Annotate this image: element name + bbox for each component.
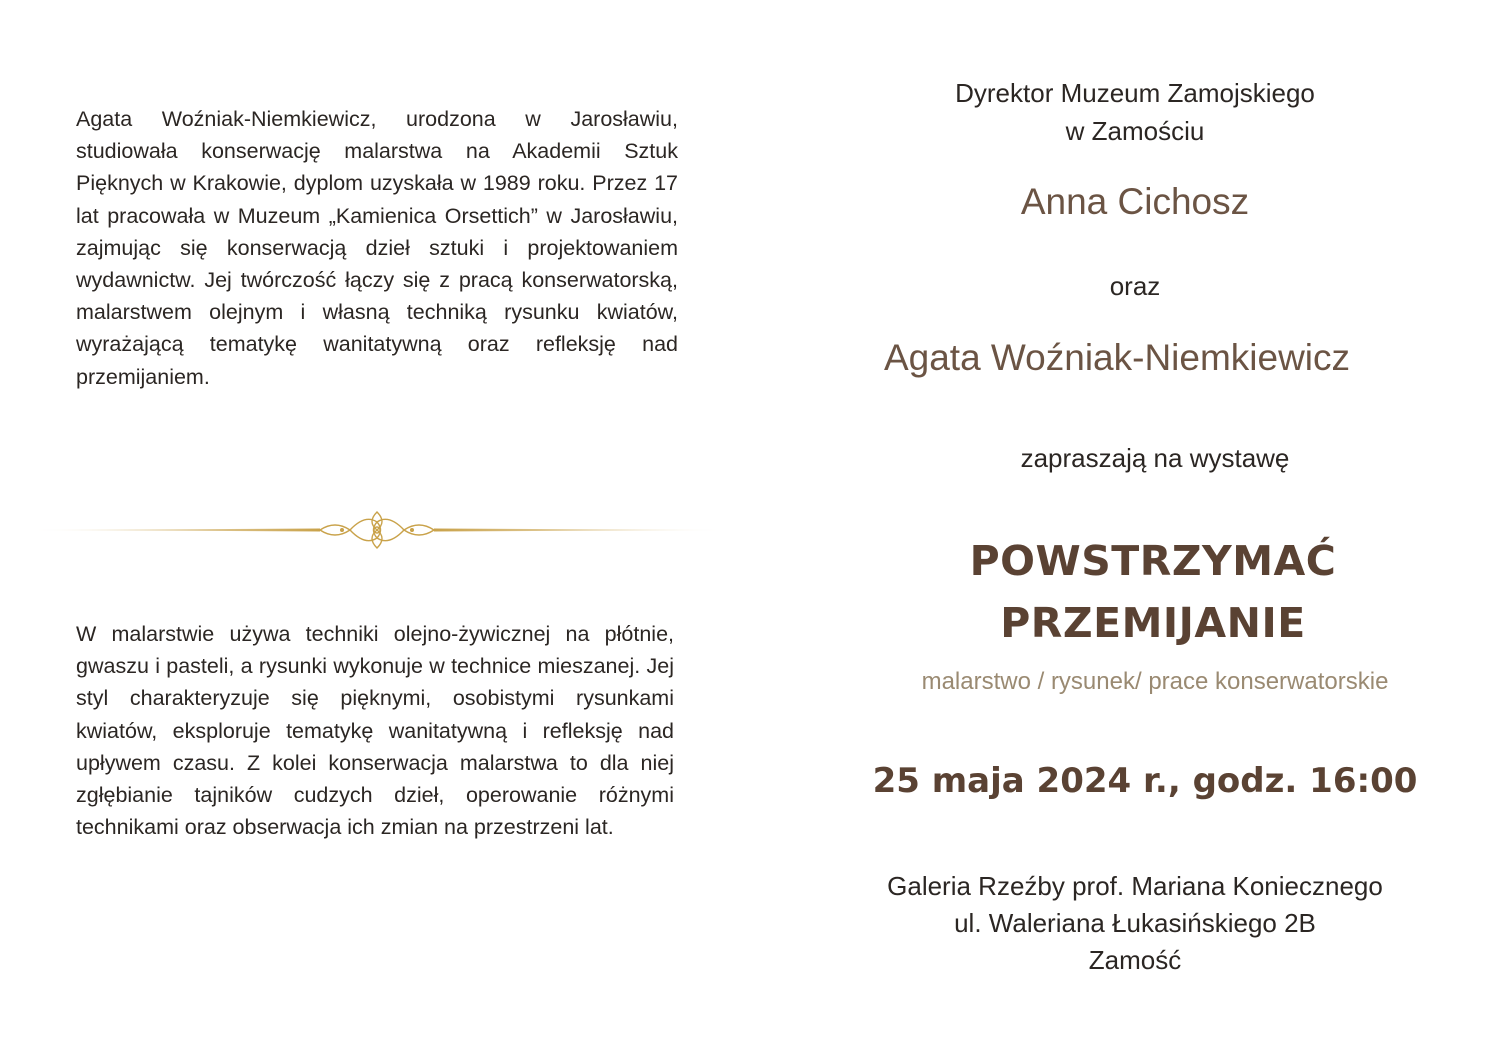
host-name-1: Anna Cichosz: [1020, 181, 1250, 222]
venue-line-3: Zamość: [1088, 945, 1182, 975]
exhibition-title: [798, 530, 1500, 654]
organizer-block: [780, 74, 1490, 150]
exhibition-title-line-2: PRZEMIJANIE: [1000, 599, 1306, 647]
gold-flourish-divider-icon: [30, 508, 724, 552]
organizer-line-1: Dyrektor Muzeum Zamojskiego: [955, 78, 1315, 108]
invite-text: zapraszają na wystawę: [1020, 443, 1290, 473]
host-name-2: Agata Woźniak-Niemkiewicz: [883, 337, 1351, 378]
bio-paragraph-1: Agata Woźniak-Niemkiewicz, urodzona w Jarosławiu, studiowała konserwację malarstwa na Akademii Sztuk Pięknych w Krakowie, dyplom uzyskała w 1989 roku. Przez 17 lat pracowała w Muzeum „Kamienica Orsettich” w Jarosławiu, zajmując się konserwacją dzieł sztuki i projektowaniem wydawnictw. Jej twórczość łączy się z pracą konserwatorską, malarstwem olejnym i własną techniką rysunku kwiatów, wyrażającą tematykę wanitatywną oraz refleksję nad przemijaniem.: [76, 107, 678, 389]
venue-line-2: ul. Waleriana Łukasińskiego 2B: [954, 908, 1316, 938]
exhibition-title-line-1: POWSTRZYMAĆ: [969, 537, 1337, 585]
event-date: 25 maja 2024 r., godz. 16:00: [872, 761, 1418, 801]
bio-paragraph-2: W malarstwie używa techniki olejno-żywicznej na płótnie, gwaszu i pasteli, a rysunki wykonuje w technice mieszanej. Jej styl charakteryzuje się pięknymi, osobistymi rysunkami kwiatów, eksploruje tematykę wanitatywną i refleksję nad upływem czasu. Z kolei konserwacja malarstwa to dla niej zgłębianie tajników cudzych dzieł, operowanie różnymi technikami oraz obserwacja ich zmian na przestrzeni lat.: [76, 622, 674, 840]
conjunction-text: oraz: [1109, 271, 1161, 301]
venue-line-1: Galeria Rzeźby prof. Mariana Koniecznego: [887, 871, 1383, 901]
organizer-line-2: w Zamościu: [1065, 116, 1205, 146]
venue-address: [780, 868, 1490, 979]
exhibition-subtitle: malarstwo / rysunek/ prace konserwatorskie: [921, 668, 1389, 695]
